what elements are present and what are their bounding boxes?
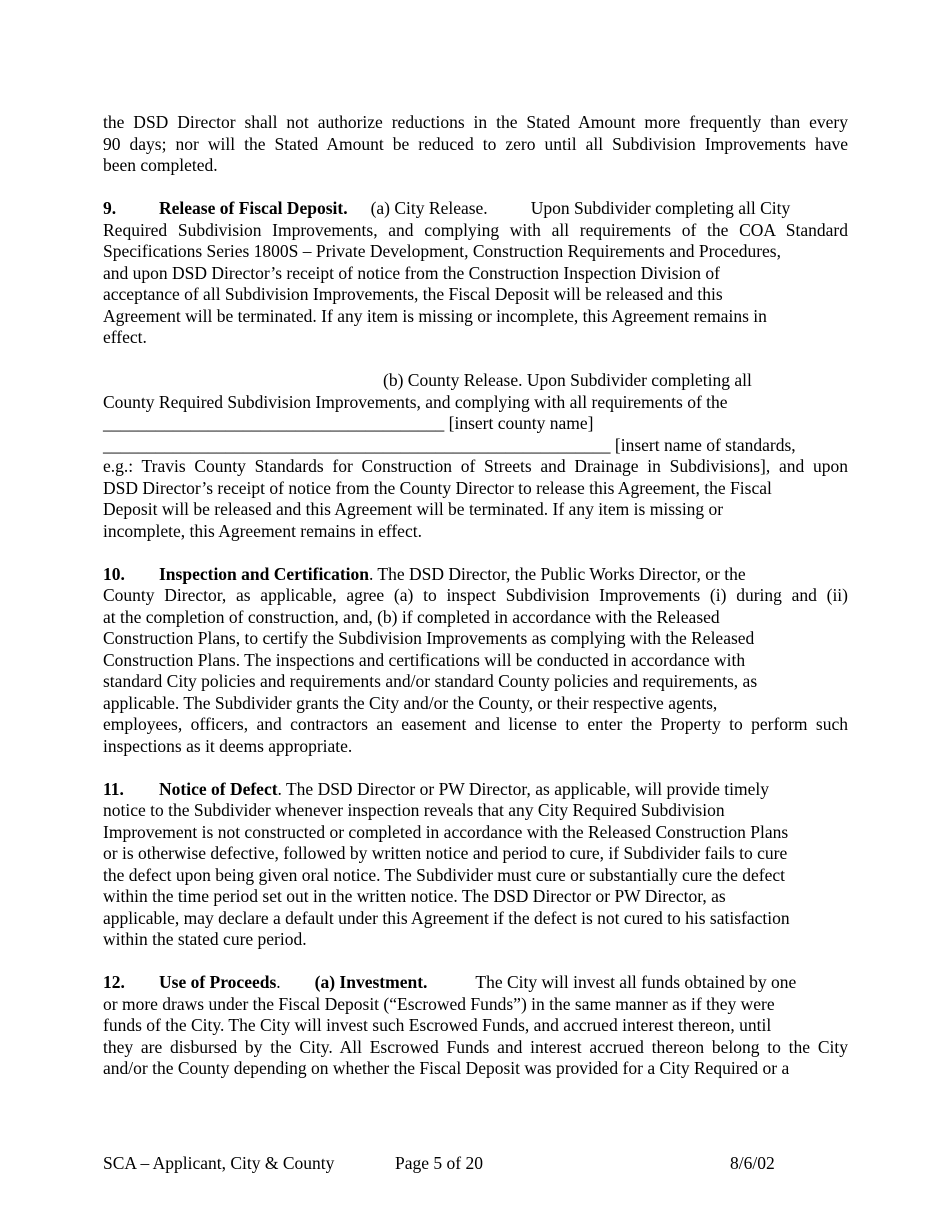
text-line: employees, officers, and contractors an easement and license to enter the Property to perform such: [103, 714, 848, 734]
section-number: 11.: [103, 778, 124, 799]
text-line: 90 days; nor will the Stated Amount be reduced to zero until all Subdivision Improvements have: [103, 133, 848, 154]
subsection-b-first-line: [103, 370, 848, 392]
intro-paragraph: [103, 112, 848, 177]
section-10-first-line: [103, 564, 848, 586]
county-name-blank: _______________________________________ [insert county name]: [103, 413, 594, 433]
text-line: Upon Subdivider completing all City: [530, 198, 791, 218]
section-9: [103, 198, 848, 542]
section-heading: Release of Fiscal Deposit.: [159, 198, 348, 218]
document-body: [103, 112, 848, 1080]
text-line: applicable, may declare a default under this Agreement if the defect is not cured to his satisfaction: [103, 907, 790, 928]
text-line: or is otherwise defective, followed by written notice and period to cure, if Subdivider fails to cure: [103, 843, 788, 863]
text-line: effect.: [103, 327, 147, 347]
section-number: 9.: [103, 198, 117, 218]
text-line: applicable. The Subdivider grants the City and/or the County, or their respective agents,: [103, 692, 718, 713]
section-heading: Notice of Defect: [159, 778, 278, 799]
text-line: inspections as it deems appropriate.: [103, 735, 353, 756]
text-line: and upon DSD Director’s receipt of notice from the Construction Inspection Division of: [103, 262, 720, 283]
text-line: Agreement will be terminated. If any item is missing or incomplete, this Agreement remains in: [103, 305, 767, 326]
text-line: . The DSD Director, the Public Works Director, or the: [369, 563, 746, 584]
text-line: DSD Director’s receipt of notice from the County Director to release this Agreement, the Fiscal: [103, 477, 772, 498]
text-line: the DSD Director shall not authorize reductions in the Stated Amount more frequently than every: [103, 112, 848, 132]
text-line: or more draws under the Fiscal Deposit (“Escrowed Funds”) in the same manner as if they were: [103, 993, 775, 1014]
text-line: e.g.: Travis County Standards for Construction of Streets and Drainage in Subdivisions], and upon: [103, 456, 848, 476]
text-line: County Required Subdivision Improvements, and complying with all requirements of the: [103, 391, 728, 412]
heading-period: .: [276, 972, 281, 992]
text-line: Construction Plans. The inspections and certifications will be conducted in accordance with: [103, 649, 746, 670]
text-line: Construction Plans, to certify the Subdivision Improvements as complying with the Released: [103, 628, 755, 648]
text-line: notice to the Subdivider whenever inspection reveals that any City Required Subdivision: [103, 800, 725, 820]
subsection-label: (a) Investment.: [314, 972, 428, 992]
section-number: 12.: [103, 972, 125, 992]
text-line: the defect upon being given oral notice. The Subdivider must cure or substantially cure the defect: [103, 864, 785, 885]
text-line: Required Subdivision Improvements, and complying with all requirements of the COA Standard: [103, 219, 848, 240]
text-line: within the time period set out in the written notice. The DSD Director or PW Director, as: [103, 886, 726, 906]
text-line: incomplete, this Agreement remains in effect.: [103, 520, 422, 541]
text-line: standard City policies and requirements and/or standard County policies and requirements, as: [103, 671, 758, 691]
section-9-first-line: [103, 198, 848, 220]
section-10: [103, 564, 848, 758]
text-line: Deposit will be released and this Agreement will be terminated. If any item is missing or: [103, 499, 724, 519]
footer-document-name: SCA – Applicant, City & County: [103, 1153, 335, 1173]
standards-name-blank: __________________________________________________________ [insert name of standards,: [103, 434, 796, 455]
text-line: and/or the County depending on whether the Fiscal Deposit was provided for a City Required or a: [103, 1058, 790, 1078]
section-number: 10.: [103, 563, 125, 584]
text-line: The City will invest all funds obtained by one: [475, 972, 797, 992]
text-line: (b) County Release. Upon Subdivider completing all: [383, 370, 752, 390]
page-footer: [103, 1152, 848, 1174]
text-line: Specifications Series 1800S – Private Development, Construction Requirements and Procedures,: [103, 241, 781, 261]
text-line: within the stated cure period.: [103, 929, 307, 949]
text-line: been completed.: [103, 155, 218, 175]
section-heading: Use of Proceeds: [159, 972, 277, 992]
text-line: they are disbursed by the City. All Escrowed Funds and interest accrued thereon belong to the City: [103, 1036, 848, 1057]
section-12-first-line: [103, 972, 848, 994]
text-line: funds of the City. The City will invest such Escrowed Funds, and accrued interest thereon, until: [103, 1015, 772, 1035]
section-12: [103, 972, 848, 1080]
footer-date: 8/6/02: [730, 1153, 775, 1173]
section-heading: Inspection and Certification: [159, 563, 369, 584]
text-line: at the completion of construction, and, (b) if completed in accordance with the Released: [103, 606, 720, 627]
text-line: . The DSD Director or PW Director, as applicable, will provide timely: [277, 778, 769, 799]
text-line: Improvement is not constructed or completed in accordance with the Released Construction Plans: [103, 821, 789, 842]
section-11: [103, 779, 848, 951]
text-line: acceptance of all Subdivision Improvements, the Fiscal Deposit will be released and this: [103, 284, 723, 304]
text-line: County Director, as applicable, agree (a) to inspect Subdivision Improvements (i) during and (ii): [103, 585, 848, 605]
section-11-first-line: [103, 779, 848, 801]
subsection-label: (a) City Release.: [370, 198, 488, 218]
footer-page-number: Page 5 of 20: [395, 1153, 483, 1173]
